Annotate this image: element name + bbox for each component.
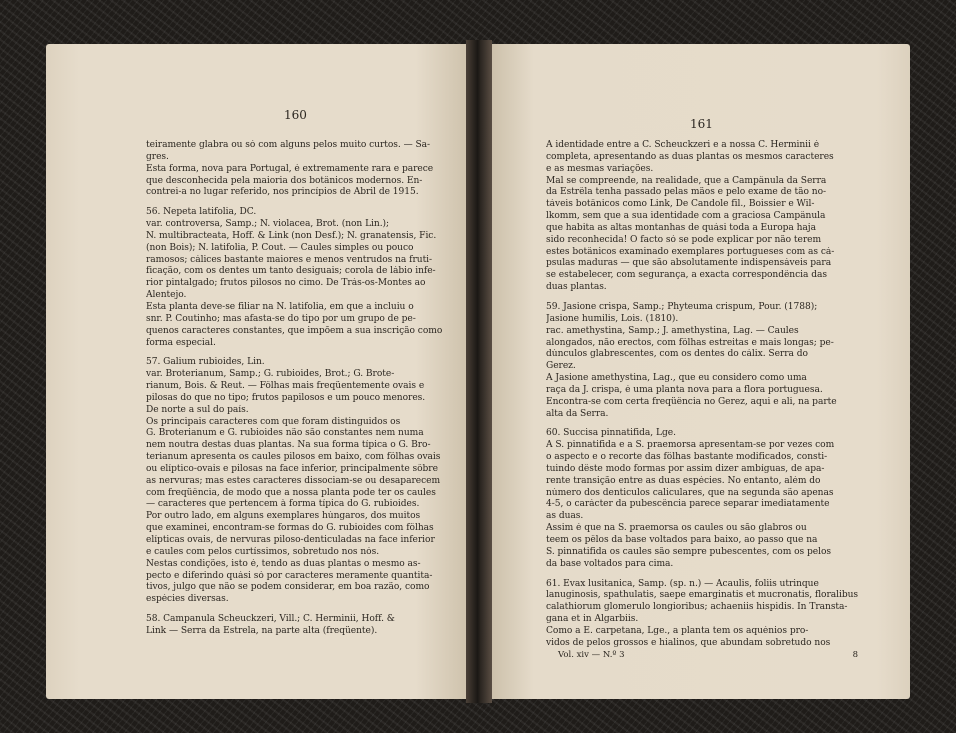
text-line: o aspecto e o recorte das fôlhas bastante modificados, consti- [546,452,828,463]
text-line: estes botânicos examinado exemplares portugueses com as cá- [546,246,835,257]
text-line: teiramente glabra ou só com alguns pelos muito curtos. — Sa- [146,140,431,150]
text-line: contrei-a no lugar referido, nos princípios de Abril de 1915. [146,187,419,198]
right-page [492,44,910,699]
text-line: completa, apresentando as duas plantas os mesmos caracteres [546,151,834,162]
text-line: e as mesmas variações. [546,163,654,174]
text-line: rianum, Bois. & Reut. — Fôlhas mais freqüentemente ovais e [146,381,425,392]
text-line: Gerez. [546,361,576,372]
text-line: Mal se compreende, na realidade, que a Campânula da Serra [546,175,827,186]
text-line: Esta planta deve-se filiar na N. latifolia, em que a incluiu o [146,301,414,312]
text-line: 61. Evax lusitanica, Samp. (sp. n.) — Acaulis, foliis utrinque [546,578,819,589]
text-line: Assim é que na S. praemorsa os caules ou são glabros ou [546,523,807,534]
text-line: lanuginosis, spathulatis, saepe emarginatis et mucronatis, floralibus [546,590,858,601]
text-line: forma especial. [146,337,216,348]
text-line: Link — Serra da Estrela, na parte alta (freqüente). [146,625,378,636]
text-line: A identidade entre a C. Scheuckzeri e a nossa C. Herminii é [546,140,820,150]
paragraph-gap [546,294,858,302]
text-line: tuindo dêste modo formas por assim dizer ambíguas, de apa- [546,463,825,474]
text-line: alta da Serra. [546,408,609,419]
text-line: dúnculos glabrescentes, com os dentes do cálix. Serra do [546,349,808,360]
text-line: da Estrêla tenha passado pelas mãos e pelo exame de tão no- [546,187,827,198]
text-line: ficação, com os dentes um tanto desiguais; corola de lábio infe- [146,266,436,277]
text-line: e caules com pelos curtíssimos, sobretudo nos nós. [146,546,380,557]
text-line: terianum apresenta os caules pilosos em baixo, com fôlhas ovais [146,452,441,463]
text-line: var. Broterianum, Samp.; G. rubioides, Brot.; G. Brote- [146,369,395,380]
text-line: 57. Galium rubioides, Lin. [146,357,265,368]
text-line: pilosas do que no tipo; frutos papilosos e um pouco menores. [146,392,426,403]
text-line: que habita as altas montanhas de quási toda a Europa haja [546,222,816,233]
text-line: espécies diversas. [146,594,229,605]
text-line: da base voltados para cima. [546,558,674,569]
text-line: A Jasione amethystina, Lag., que eu considero como uma [546,373,807,384]
text-line: rior pintalgado; frutos pilosos no cimo. De Trás-os-Montes ao [146,278,426,289]
text-line: número dos denticulos caliculares, que na segunda são apenas [546,487,834,498]
left-page-body [146,140,462,638]
text-line: 56. Nepeta latifolia, DC. [146,207,257,218]
text-line: var. controversa, Samp.; N. violacea, Brot. (non Lin.); [146,219,390,230]
text-line: Os principais caracteres com que foram distinguidos os [146,416,401,427]
text-line: Jasione humilis, Lois. (1810). [546,313,679,324]
text-line: 60. Succisa pinnatifida, Lge. [546,428,676,439]
text-line: duas plantas. [546,282,607,293]
text-line: De norte a sul do país. [146,404,249,415]
text-line: Como a E. carpetana, Lge., a planta tem os aquénios pro- [546,625,809,636]
text-line: se estabelecer, com segurança, a exacta correspondência das [546,270,827,281]
text-line: Por outro lado, em alguns exemplares húngaros, dos muitos [146,511,421,522]
text-line: sido reconhecida! O facto só se pode explicar por não terem [546,234,822,245]
text-line: quenos caracteres constantes, que impõem a sua inscrição como [146,325,443,336]
text-line: as nervuras; mas estes caracteres dissociam-se ou desaparecem [146,475,441,486]
text-line: tivos, julgo que não se podem considerar, em boa razão, como [146,582,430,593]
text-line: nem noutra destas duas plantas. Na sua forma típica o G. Bro- [146,440,431,451]
left-page [46,44,466,699]
text-line: — caracteres que pertencem à forma típica do G. rubioides. [146,499,420,510]
text-line: Encontra-se com certa freqüência no Gerez, aqui e ali, na parte [546,396,837,407]
text-line: snr. P. Coutinho; mas afasta-se do tipo por um grupo de pe- [146,313,416,324]
text-line: Nestas condições, isto é, tendo as duas plantas o mesmo as- [146,558,421,569]
paragraph-gap [146,199,462,207]
text-line: rac. amethystina, Samp.; J. amethystina, Lag. — Caules [546,325,799,336]
text-line: táveis botânicos como Link, De Candole fil., Boissier e Wil- [546,199,815,210]
book-spine [466,40,492,703]
footer-volume: Vol. xiv — N.º 3 [558,650,625,660]
text-line: rente transição entre as duas espécies. No entanto, além do [546,475,821,486]
text-line: ramosos; cálices bastante maiores e menos ventrudos na fruti- [146,254,433,265]
text-line: (non Bois); N. latifolia, P. Cout. — Caules simples ou pouco [146,242,414,253]
footer-signature: 8 [852,650,858,660]
text-line: ou elíptico-ovais e pilosas na face inferior, principalmente sôbre [146,463,438,474]
text-line: psulas maduras — que são absolutamente indispensáveis para [546,258,832,269]
right-page-body [546,140,858,650]
text-line: as duas. [546,511,584,522]
text-line: 58. Campanula Scheuckzeri, Vill.; C. Herminii, Hoff. & [146,614,395,625]
text-line: gana et in Algarbiis. [546,614,639,625]
text-line: alongados, não erectos, com fôlhas estreitas e mais longas; pe- [546,337,834,348]
text-line: lkomm, sem que a sua identidade com a graciosa Campânula [546,211,826,222]
text-line: com freqüência, de modo que a nossa planta pode ter os caules [146,487,436,498]
text-line: pecto e diferindo quási só por caracteres meramente quantita- [146,570,433,581]
text-line: gres. [146,151,169,162]
text-line: Alentejo. [146,290,187,301]
text-line: vidos de pelos grossos e hialinos, que abundam sobretudo nos [546,637,831,648]
text-line: que desconhecida pela maioria dos botânicos modernos. En- [146,175,423,186]
page-number-left: 160 [284,108,307,122]
text-line: N. multibracteata, Hoff. & Link (non Desf.); N. granatensis, Fic. [146,230,437,241]
text-line: A S. pinnatifida e a S. praemorsa apresentam-se por vezes com [546,440,835,451]
text-line: calathiorum glomerulo longioribus; achaeniis hispidis. In Transta- [546,602,848,613]
text-line: S. pinnatifida os caules são sempre pubescentes, com os pelos [546,546,832,557]
text-line: G. Broterianum e G. rubioides não são constantes nem numa [146,428,424,439]
text-line: elípticas ovais, de nervuras piloso-denticuladas na face inferior [146,535,435,545]
page-number-right: 161 [690,117,713,131]
text-line: que examinei, encontram-se formas do G. rubioides com fôlhas [146,523,434,534]
paragraph-gap [546,420,858,428]
paragraph-gap [546,571,858,579]
text-line: 4-5, o carácter da pubescência parece separar imediatamente [546,499,830,510]
text-line: 59. Jasione crispa, Samp.; Phyteuma crispum, Pour. (1788); [546,301,818,312]
paragraph-gap [146,606,462,614]
text-line: raça da J. crispa, é uma planta nova para a flora portuguesa. [546,384,823,395]
paragraph-gap [146,349,462,357]
text-line: Esta forma, nova para Portugal, é extremamente rara e parece [146,163,434,174]
text-line: teem os pêlos da base voltados para baixo, ao passo que na [546,535,818,545]
